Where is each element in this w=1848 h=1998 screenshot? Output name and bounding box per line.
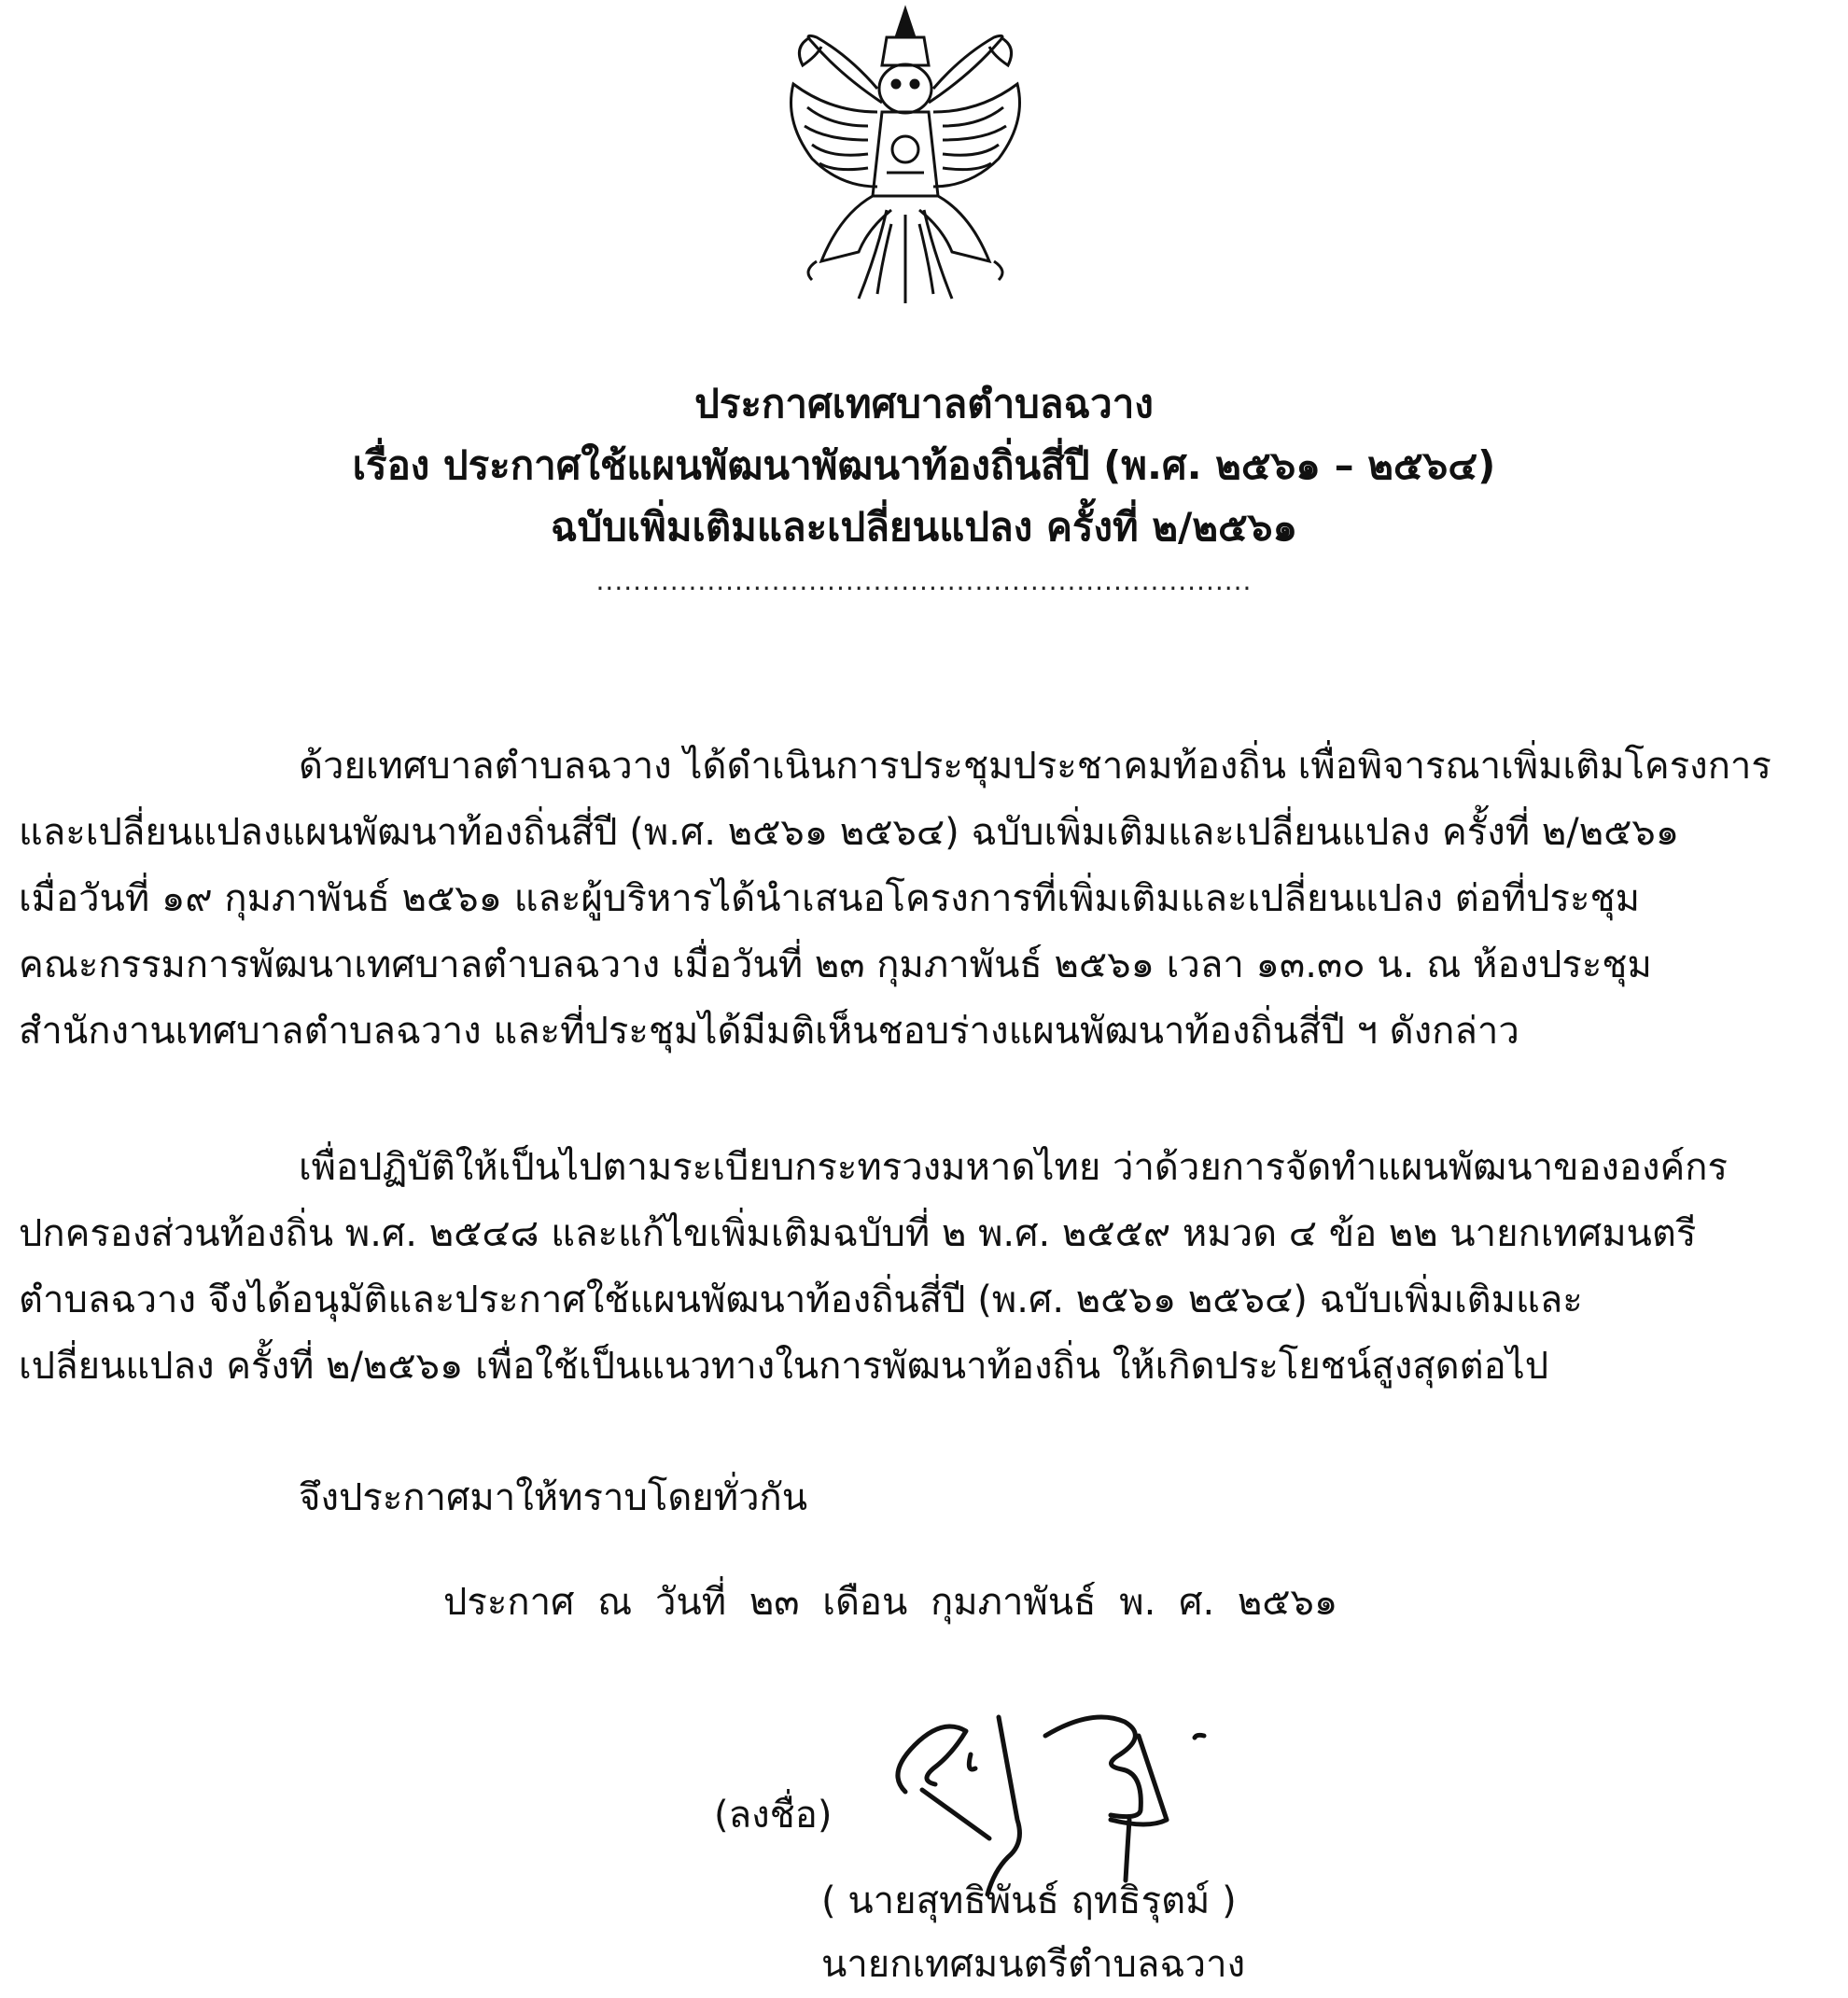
document-title: ประกาศเทศบาลตำบลฉวาง: [694, 381, 1154, 426]
paragraph-line: ตำบลฉวาง จึงได้อนุมัติและประกาศใช้แผนพัฒนาท้องถิ่นสี่ปี (พ.ศ. ๒๕๖๑ ๒๕๖๔) ฉบับเพิ่มเติมและ: [19, 1278, 1583, 1321]
dotted-separator: .......................................................................: [595, 566, 1253, 596]
garuda-emblem-icon: [728, 0, 1083, 317]
closing-statement: จึงประกาศมาให้ทราบโดยทั่วกัน: [299, 1476, 808, 1519]
paragraph-line: สำนักงานเทศบาลตำบลฉวาง และที่ประชุมได้มีมติเห็นชอบร่างแผนพัฒนาท้องถิ่นสี่ปี ฯ ดังกล่าว: [19, 1010, 1519, 1053]
document-subject: เรื่อง ประกาศใช้แผนพัฒนาพัฒนาท้องถิ่นสี่ปี (พ.ศ. ๒๕๖๑ – ๒๕๖๔): [352, 442, 1496, 488]
document-edition: ฉบับเพิ่มเติมและเปลี่ยนแปลง ครั้งที่ ๒/๒๕๖๑: [550, 504, 1298, 550]
title-block: [0, 373, 1848, 605]
paragraph-line: เมื่อวันที่ ๑๙ กุมภาพันธ์ ๒๕๖๑ และผู้บริหารได้นำเสนอโครงการที่เพิ่มเติมและเปลี่ยนแปลง ต่อที่ประชุม: [19, 877, 1641, 920]
paragraph-line: และเปลี่ยนแปลงแผนพัฒนาท้องถิ่นสี่ปี (พ.ศ. ๒๕๖๑ ๒๕๖๔) ฉบับเพิ่มเติมและเปลี่ยนแปลง ครั้งที่ ๒/๒๕๖๑: [19, 811, 1680, 854]
paragraph-line: ด้วยเทศบาลตำบลฉวาง ได้ดำเนินการประชุมประชาคมท้องถิ่น เพื่อพิจารณาเพิ่มเติมโครงการ: [299, 745, 1771, 788]
paragraph-line: ปกครองส่วนท้องถิ่น พ.ศ. ๒๕๔๘ และแก้ไขเพิ่มเติมฉบับที่ ๒ พ.ศ. ๒๕๕๙ หมวด ๔ ข้อ ๒๒ นายกเทศมนตรี: [19, 1212, 1697, 1255]
announcement-date: ประกาศ ณ วันที่ ๒๓ เดือน กุมภาพันธ์ พ. ศ. ๒๕๖๑: [443, 1581, 1338, 1624]
paragraph-line: คณะกรรมการพัฒนาเทศบาลตำบลฉวาง เมื่อวันที่ ๒๓ กุมภาพันธ์ ๒๕๖๑ เวลา ๑๓.๓๐ น. ณ ห้องประชุม: [19, 943, 1652, 986]
paragraph-1: [19, 734, 1829, 1065]
signer-title: นายกเทศมนตรีตำบลฉวาง: [821, 1943, 1246, 1986]
signed-label: (ลงชื่อ): [714, 1794, 833, 1837]
signer-name: ( นายสุทธิพันธ์ ฤทธิรุตม์ ): [821, 1879, 1237, 1922]
paragraph-line: เปลี่ยนแปลง ครั้งที่ ๒/๒๕๖๑ เพื่อใช้เป็นแนวทางในการพัฒนาท้องถิ่น ให้เกิดประโยชน์สูงสุดต่อไป: [19, 1345, 1549, 1388]
paragraph-line: เพื่อปฏิบัติให้เป็นไปตามระเบียบกระทรวงมหาดไทย ว่าด้วยการจัดทำแผนพัฒนาขององค์กร: [299, 1146, 1728, 1189]
paragraph-2: [19, 1135, 1829, 1400]
